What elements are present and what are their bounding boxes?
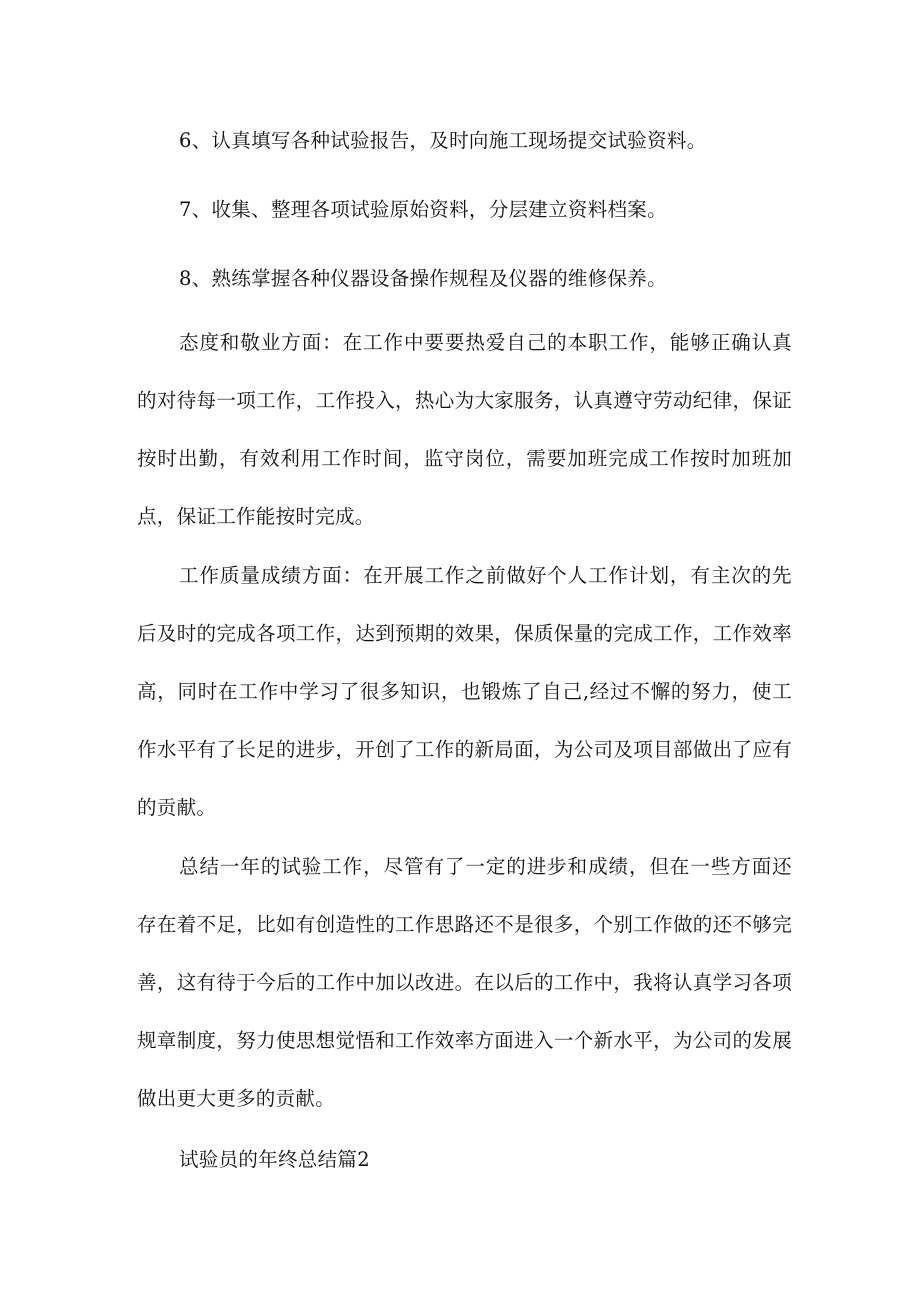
list-item-6: 6、认真填写各种试验报告，及时向施工现场提交试验资料。 [179, 129, 707, 152]
list-item-8: 8、熟练掌握各种仪器设备操作规程及仪器的维修保养。 [179, 267, 667, 290]
section-heading: 试验员的年终总结篇2 [179, 1148, 370, 1171]
list-item-7: 7、收集、整理各项试验原始资料，分层建立资料档案。 [179, 198, 667, 221]
paragraph-quality: 工作质量成绩方面：在开展工作之前做好个人工作计划，有主次的先后及时的完成各项工作，达到预期的效果，保质保量的完成工作，工作效率高，同时在工作中学习了很多知识，也锻炼了自己,经过不懈的努力，使工作水平有了长足的进步，开创了工作的新局面，为公司及项目部做出了应有的贡献。 [137, 564, 792, 819]
paragraph-summary: 总结一年的试验工作，尽管有了一定的进步和成绩，但在一些方面还存在着不足，比如有创造性的工作思路还不是很多，个别工作做的还不够完善，这有待于今后的工作中加以改进。在以后的工作中，我将认真学习各项规章制度，努力使思想觉悟和工作效率方面进入一个新水平，为公司的发展做出更大更多的贡献。 [137, 855, 792, 1110]
paragraph-attitude: 态度和敬业方面：在工作中要要热爱自己的本职工作，能够正确认真的对待每一项工作，工作投入，热心为大家服务，认真遵守劳动纪律，保证按时出勤，有效利用工作时间，监守岗位，需要加班完成工作按时加班加点，保证工作能按时完成。 [137, 331, 792, 528]
